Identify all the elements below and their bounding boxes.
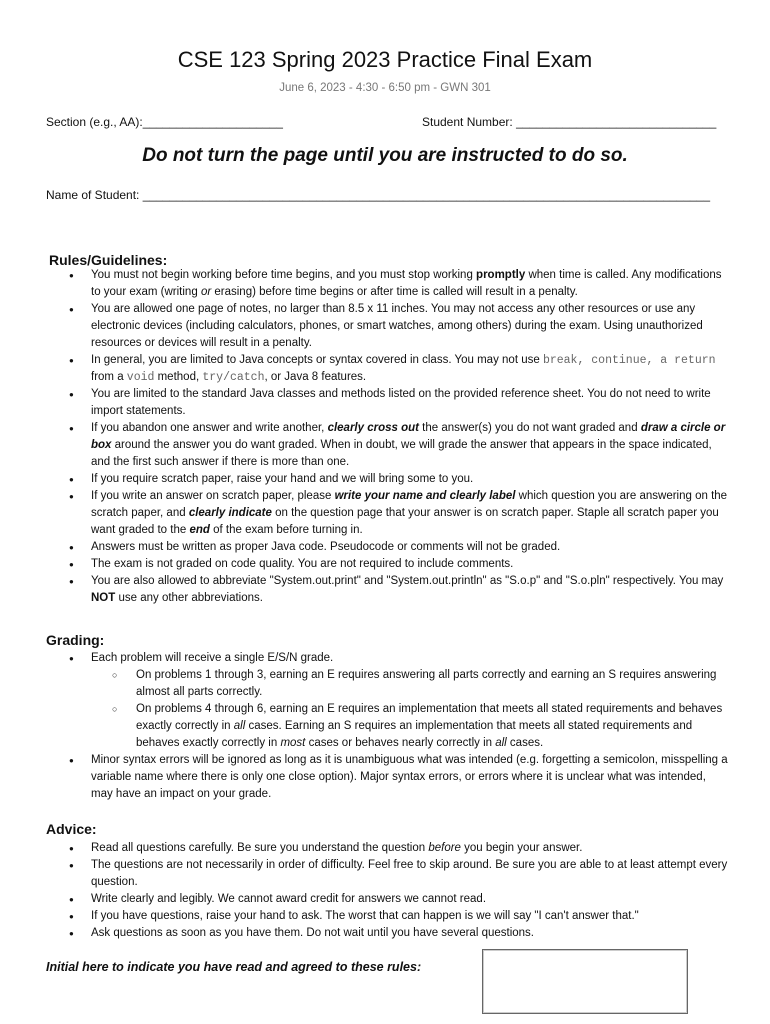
- rule-item: ● If you abandon one answer and write another, clearly cross out the answer(s) you do not want graded and draw a circle or box around the answer you do want graded. When in doubt, we will grade the answer that appears in the space indicated, and the first such answer if there is more than one.: [66, 420, 728, 471]
- student-number-blank[interactable]: ______________________________: [516, 115, 717, 129]
- grading-subitem: ○ On problems 1 through 3, earning an E requires answering all parts correctly and earning an S requires answering almost all parts correctly.: [112, 667, 728, 701]
- grading-heading: Grading:: [46, 632, 105, 648]
- advice-item: ● Write clearly and legibly. We cannot award credit for answers we cannot read.: [66, 891, 728, 908]
- rule-item: ● The exam is not graded on code quality. You are not required to include comments.: [66, 556, 728, 573]
- exam-date-location: June 6, 2023 - 4:30 - 6:50 pm - GWN 301: [279, 82, 491, 94]
- rule-item: ● In general, you are limited to Java concepts or syntax covered in class. You may not use break, continue, a return from a void method, try/catch, or Java 8 features.: [66, 352, 728, 386]
- rule-item: ● Answers must be written as proper Java code. Pseudocode or comments will not be graded.: [66, 539, 728, 556]
- rule-item: ● You are limited to the standard Java classes and methods listed on the provided reference sheet. You do not need to write import statements.: [66, 386, 728, 420]
- advice-item: ● Ask questions as soon as you have them. Do not wait until you have several questions.: [66, 925, 728, 942]
- advice-heading: Advice:: [46, 821, 97, 837]
- initial-box[interactable]: [482, 949, 688, 1014]
- do-not-turn-warning: Do not turn the page until you are instructed to do so.: [142, 145, 628, 166]
- student-number-label: Student Number:: [422, 115, 513, 129]
- rule-item: ● If you require scratch paper, raise your hand and we will bring some to you.: [66, 471, 728, 488]
- grading-item: ● Minor syntax errors will be ignored as long as it is unambiguous what was intended (e.g. forgetting a semicolon, misspelling a variable name where there is only one close option). Major syntax errors, or errors where it is unclear what was intended, may have an impact on your grade.: [66, 752, 728, 803]
- rule-item: ● If you write an answer on scratch paper, please write your name and clearly label which question you are answering on the scratch paper, and clearly indicate on the question page that your answer is on scratch paper. Staple all scratch paper you want graded to the end of the exam before turning in.: [66, 488, 728, 539]
- student-number-field[interactable]: [422, 115, 716, 129]
- student-name-field[interactable]: [46, 188, 710, 202]
- grading-list: [66, 650, 728, 803]
- section-blank[interactable]: _____________________: [142, 115, 283, 129]
- grading-subitem: ○ On problems 4 through 6, earning an E requires an implementation that meets all stated requirements and behaves exactly correctly in all cases. Earning an S requires an implementation that meets all stated requirements and behaves exactly correctly in most cases or behaves nearly correctly in all cases.: [112, 701, 728, 752]
- rule-item: ● You are allowed one page of notes, no larger than 8.5 x 11 inches. You may not access any other resources or use any electronic devices (including calculators, phones, or smart watches, among others) during the exam. Using unauthorized resources or devices will result in a penalty.: [66, 301, 728, 352]
- rules-heading: Rules/Guidelines:: [49, 252, 168, 268]
- rules-list: [66, 267, 728, 607]
- advice-list: [66, 840, 728, 942]
- rule-item: ● You must not begin working before time begins, and you must stop working promptly when time is called. Any modifications to your exam (writing or erasing) before time begins or after time is called will result in a penalty.: [66, 267, 728, 301]
- advice-item: ● If you have questions, raise your hand to ask. The worst that can happen is we will say "I can't answer that.": [66, 908, 728, 925]
- section-label: Section (e.g., AA):: [46, 115, 143, 129]
- advice-item: ● Read all questions carefully. Be sure you understand the question before you begin your answer.: [66, 840, 728, 857]
- advice-item: ● The questions are not necessarily in order of difficulty. Feel free to skip around. Be sure you are able to at least attempt every question.: [66, 857, 728, 891]
- grading-sublist: [112, 667, 728, 752]
- name-label: Name of Student:: [46, 188, 140, 202]
- rule-item: ● You are also allowed to abbreviate "System.out.print" and "System.out.println" as "S.o.p" and "S.o.pln" respectively. You may NOT use any other abbreviations.: [66, 573, 728, 607]
- section-field[interactable]: [46, 115, 283, 129]
- name-blank[interactable]: _____________________________________________________________________________________: [142, 188, 711, 202]
- initial-prompt: Initial here to indicate you have read and agreed to these rules:: [46, 960, 422, 974]
- grading-item: ● Each problem will receive a single E/S/N grade. ○ On problems 1 through 3, earning an E requires answering all parts correctly and earning an S requires answering almost all parts correctly. ○ On problems 4 through 6, earning an E requires an implementation that meets all stated requirements and behaves exactly correctly in all cases. Earning an S requires an implementation that meets all stated requirements and behaves exactly correctly in most cases or behaves nearly correctly in all cases.: [66, 650, 728, 752]
- exam-title: CSE 123 Spring 2023 Practice Final Exam: [177, 47, 593, 72]
